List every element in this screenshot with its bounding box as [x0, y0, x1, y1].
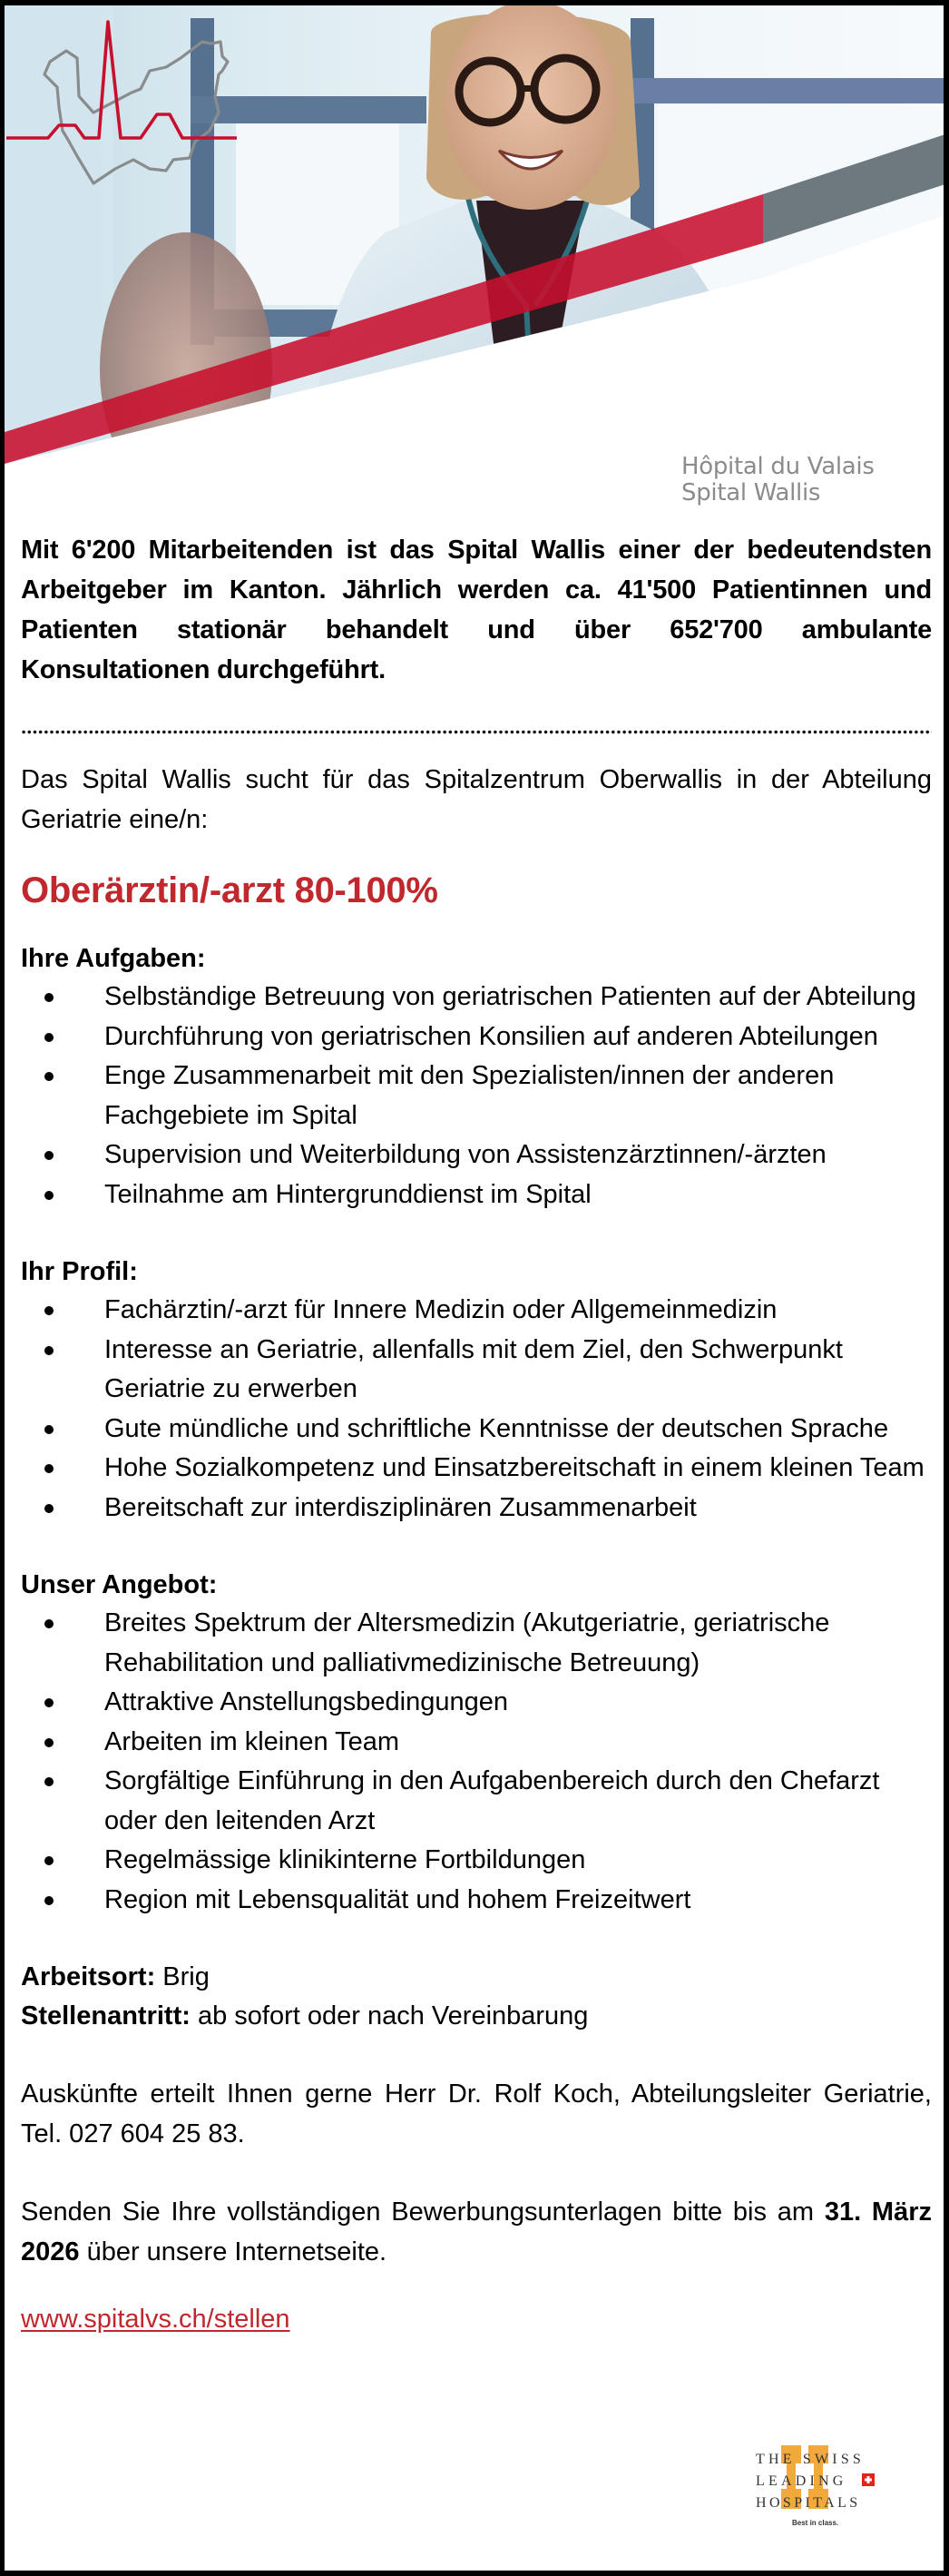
list-item: Durchführung von geriatrischen Konsilien auf anderen Abteilungen	[21, 1018, 932, 1057]
work-location-value: Brig	[162, 1962, 210, 1991]
bullet-icon	[44, 1425, 54, 1434]
list-item: Region mit Lebensqualität und hohem Freizeitwert	[21, 1881, 932, 1921]
svg-text:LEADING: LEADING	[756, 2473, 847, 2489]
section-title: Ihre Aufgaben:	[21, 944, 206, 973]
list-item: Sorgfältige Einführung in den Aufgabenbereich durch den Chefarzt oder den leitenden Arzt	[21, 1762, 932, 1841]
profile-list	[21, 1291, 932, 1528]
bullet-icon	[44, 1464, 54, 1473]
svg-text:HOSPITALS: HOSPITALS	[756, 2495, 861, 2511]
job-title: Oberärztin/-arzt 80-100%	[21, 870, 438, 910]
section-tasks	[21, 939, 932, 1214]
list-item: Supervision und Weiterbildung von Assistenzärztinnen/-ärzten	[21, 1136, 932, 1175]
start-date	[21, 1997, 932, 2036]
hero-banner	[5, 5, 948, 514]
bullet-icon	[44, 1777, 54, 1786]
job-ad-content	[21, 530, 932, 2335]
svg-text:THE SWISS: THE SWISS	[756, 2452, 866, 2467]
section-title: Unser Angebot:	[21, 1570, 218, 1599]
start-date-label: Stellenantritt:	[21, 2001, 191, 2030]
application-deadline: 31. März 2026	[21, 2197, 932, 2266]
bullet-icon	[44, 1191, 54, 1200]
contact-info: Auskünfte erteilt Ihnen gerne Herr Dr. Rolf Koch, Abteilungsleiter Geriatrie, Tel. 027 604 25 83.	[21, 2079, 932, 2148]
bullet-icon	[44, 1619, 54, 1628]
careers-link[interactable]: www.spitalvs.ch/stellen	[21, 2305, 290, 2334]
valais-map-heartbeat-icon	[5, 5, 240, 205]
offer-list	[21, 1604, 932, 1920]
list-item: Enge Zusammenarbeit mit den Spezialisten/innen der anderen Fachgebiete im Spital	[21, 1057, 932, 1136]
list-item: Bereitschaft zur interdisziplinären Zusammenarbeit	[21, 1489, 932, 1529]
logo-line-2: Spital Wallis	[681, 479, 821, 506]
work-location-label: Arbeitsort:	[21, 1962, 156, 1991]
task-list	[21, 978, 932, 1214]
bullet-icon	[44, 1698, 54, 1707]
bullet-icon	[44, 1504, 54, 1513]
list-item: Hohe Sozialkompetenz und Einsatzbereitschaft in einem kleinen Team	[21, 1449, 932, 1489]
bullet-icon	[44, 1856, 54, 1865]
section-title: Ihr Profil:	[21, 1257, 138, 1286]
section-offer	[21, 1566, 932, 1920]
bullet-icon	[44, 1072, 54, 1081]
bullet-icon	[44, 1738, 54, 1747]
bullet-icon	[44, 1033, 54, 1042]
bullet-icon	[44, 1896, 54, 1905]
list-item: Regelmässige klinikinterne Fortbildungen	[21, 1841, 932, 1881]
start-date-value: ab sofort oder nach Vereinbarung	[197, 2001, 589, 2030]
logo-line-1: Hôpital du Valais	[681, 453, 875, 480]
list-item: Attraktive Anstellungsbedingungen	[21, 1683, 932, 1723]
list-item: Selbständige Betreuung von geriatrischen Patienten auf der Abteilung	[21, 978, 932, 1018]
list-item: Arbeiten im kleinen Team	[21, 1723, 932, 1763]
section-profile	[21, 1253, 932, 1528]
list-item: Gute mündliche und schriftliche Kenntnisse der deutschen Sprache	[21, 1410, 932, 1450]
svg-text:Best in class.: Best in class.	[792, 2519, 839, 2527]
list-item: Breites Spektrum der Altersmedizin (Akutgeriatrie, geriatrische Rehabilitation und palliativmedizinische Betreuung)	[21, 1604, 932, 1683]
application-instructions: Senden Sie Ihre vollständigen Bewerbungsunterlagen bitte bis am 31. März 2026 über unsere Internetseite.	[21, 2197, 932, 2266]
bullet-icon	[44, 993, 54, 1002]
lead-text: Das Spital Wallis sucht für das Spitalzentrum Oberwallis in der Abteilung Geriatrie eine/n:	[21, 765, 932, 834]
list-item: Teilnahme am Hintergrunddienst im Spital	[21, 1175, 932, 1215]
work-location	[21, 1958, 932, 1997]
bullet-icon	[44, 1346, 54, 1355]
list-item: Fachärztin/-arzt für Innere Medizin oder Allgemeinmedizin	[21, 1291, 932, 1331]
bullet-icon	[44, 1306, 54, 1315]
list-item: Interesse an Geriatrie, allenfalls mit dem Ziel, den Schwerpunkt Geriatrie zu erwerben	[21, 1331, 932, 1410]
bullet-icon	[44, 1151, 54, 1160]
swiss-leading-hospitals-logo	[747, 2438, 883, 2538]
company-intro: Mit 6'200 Mitarbeitenden ist das Spital Wallis einer der bedeutendsten Arbeitgeber im Kanton. Jährlich werden ca. 41'500 Patientinnen und Patienten stationär behandelt und über 652'700 ambulante Konsultationen durchgeführt.	[21, 536, 932, 684]
hospital-logo-text	[681, 454, 875, 506]
